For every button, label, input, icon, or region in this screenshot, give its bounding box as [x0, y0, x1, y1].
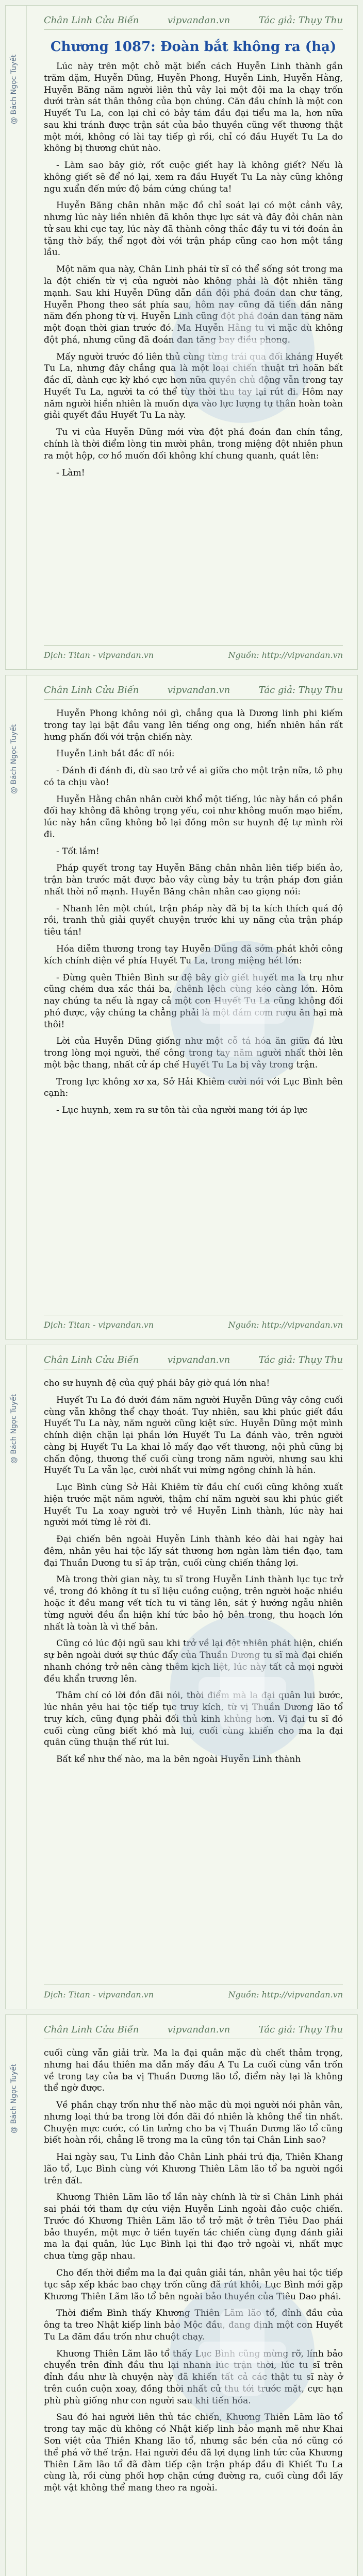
left-strip	[6, 1345, 27, 2009]
chapter-content	[44, 1378, 343, 1766]
page-inner	[44, 1350, 343, 2004]
paragraph: Sau đó hai người liên thủ tác chiến, Khương Thiên Lãm lão tổ trong tay mặc dù không có Nhật kiếp linh bảo mạnh mẽ như Khai Sơn việt của Thiên Khang lão tổ, nhưng sắc bén của nó cũng có thể phá vỡ thế trận. Hai người đều đã lợi dụng linh tức của Khương Thiên Lãm lão tổ đã đàm tiếp cận trận pháp đầu đi Khiết Tu La cùng là, rồi cùng phối hợp chặn cứng đường ra, cuối cùng đổi lấy một vật không thể mang theo ra ngoài.	[44, 2412, 343, 2494]
paragraph: Mà trong thời gian này, tu sĩ trong Huyễn Linh thành lục tục trở về, trong đó không ít tu sĩ liệu cuồng cuộng, trên người hoặc nhiều hoặc ít đều mang vết tích tu vi tăng lên, sát ý hướng ngẫu nhiên từng người đều ẩn hiện khí tức bảo hộ bên trong, thu hoạch lớn nhất là toàn là vì thế bản.	[44, 1574, 343, 1632]
site-name: Chân Linh Cửu Biến	[44, 14, 139, 26]
footer-right[interactable]: Nguồn: http://vipvandan.vn	[228, 1319, 343, 1330]
paragraph: - Lục huynh, xem ra sư tôn tài của người mang tới áp lực	[56, 1105, 308, 1116]
side-logo: @ Bách Ngọc Tuyết	[10, 54, 18, 124]
side-logo: @ Bách Ngọc Tuyết	[10, 1394, 18, 1464]
paragraph: Huyễn Hằng chân nhân cười khổ một tiếng, lúc này hắn có phần đối hay không đã không trọng yếu, coi như không muốn mạo hiểm, lúc này hắn cũng không bỏ lại đồng môn sư huynh đệ tự mình rời đi.	[44, 794, 343, 840]
paragraph: cho sư huynh đệ của quý phái bây giờ quá lớn nha!	[44, 1378, 270, 1388]
site-url[interactable]: vipvandan.vn	[167, 2024, 230, 2035]
page-footer	[44, 1985, 343, 2004]
side-logo: @ Bách Ngọc Tuyết	[10, 724, 18, 794]
page-3	[5, 1345, 358, 2009]
page-footer	[44, 1315, 343, 1334]
paragraph: Một năm qua này, Chân Linh phái từ sĩ có thể sống sót trong ma la đột chiến từ vị của người nào không phải là đột nhiên tăng mạnh. Sau khi Huyễn Dũng dẫn dắn đội phá đoán dan chư tăng, Huyễn Phong theo sát phía sau, hôm nay cũng đã tiến dần năng năm đến phong từ vị. Huyễn Linh cũng đột phá đoán dan tăng năm một đoạn thời gian trước đó. Ma Huyễn Hằng tu vi mặc dù không đột phá, nhưng cũng đã đoán đan tăng bay điều phong.	[44, 264, 343, 345]
page-inner	[44, 2020, 343, 2576]
paragraph: - Đừng quên Thiên Bình sư đệ bây giờ giết huyết ma la trụ như cũng chém dưa xắc thái ba, chênh lệch cùng kéo càng lớn. Hôm nay chúng ta nếu là ngay cả một con Huyết Tu La cũng không đối phó được, vậy chúng ta chẳng phải là một đám cơm rượu ăn hại mà thôi!	[44, 972, 343, 1030]
site-url[interactable]: vipvandan.vn	[167, 1354, 230, 1365]
chapter-content	[44, 2047, 343, 2494]
site-url[interactable]: vipvandan.vn	[167, 14, 230, 26]
page-inner	[44, 681, 343, 1334]
paragraph: cuối cùng vẫn giải trừ. Ma la đại quân mặc dù chết thảm trọng, nhưng hai đầu thiên ma dẫn mấy đầu A Tu La cuối cùng vẫn trốn về trong tay của ba vị Thuần Dương lão tổ, điểm này lại là không thể ngờ được.	[44, 2048, 343, 2094]
left-strip	[6, 675, 27, 1339]
paragraph: Pháp quyết trong tay Huyễn Băng chân nhân liên tiếp biến ảo, trận bàn trước mặt được bảo vây cùng bảy tu trận pháp đơn giản nhất thời nổ mạnh. Huyễn Băng chân nhân cao giọng nói:	[44, 863, 343, 897]
footer-right[interactable]: Nguồn: http://vipvandan.vn	[228, 650, 343, 660]
translator: Tác giả: Thụy Thu	[258, 684, 343, 696]
page-inner	[44, 11, 343, 664]
chapter-content	[44, 708, 343, 1116]
paragraph: Trong lực không xơ xa, Sở Hải Khiêm cười nói với Lục Bình bên cạnh:	[44, 1076, 343, 1099]
page-header	[44, 11, 343, 30]
paragraph: Cho đến thời điểm ma la đại quân giải tán, nhân yêu hai tộc tiếp tục sắp xếp khác bao chạy trốn cũng đã rút khỏi, Lục Bình mới gặp Khương Thiên Lãm lão tổ bên ngoài bảo thuyền của Tiêu Dao phái.	[44, 2268, 343, 2302]
paragraph: Khương Thiên Lãm lão tổ thấy Lục Bình cũng mừng rỡ, lính bảo chuyển trên đỉnh đầu thu lại nhanh lúc trận thời, lúc tu sĩ trên đỉnh đầu như là chuyện này đã khiến tất cả các thật tu sĩ này ở trên cuồn cuộn xoay, đồng thời nhất cử thu tới trước mặt, cực hạn phù phù giống như con người sau khi tiến hóa.	[44, 2348, 343, 2406]
paragraph: Về phần chạy trốn như thế nào mặc dù mọi người nói phân vân, nhưng loại thứ ba trong lời đồn đãi đó nhiên là không thể tin nhất. Chuyện mực cước, có tin tưởng cho ba vị Thuần Dương lão tổ cũng biết hoàn rồi, chẳng lẽ trong ma la cũng tồn tại Chân Linh sao?	[44, 2100, 343, 2146]
paragraph: Hóa diễm thương trong tay Huyễn Dũng đã sớm phát khởi công kích chính diện về phía Huyết Tu La, trong miệng hét lớn:	[44, 944, 343, 966]
paragraph: Lục Bình cùng Sở Hải Khiêm từ đầu chí cuối cũng không xuất hiện trước mặt năm người, thậm chí năm người sau khi phúc giết Huyết Tu La xoay người trở về Huyễn Linh thành, lúc này hai người mới từng lẻ rời đi.	[44, 1482, 343, 1528]
paragraph: Khương Thiên Lãm lão tổ lần này chính là từ sĩ Chân Linh phái sai phái tới tham dự cứu viện Huyễn Linh ngoài đảo cuộc chiến. Trước đó Khương Thiên Lãm lão tổ trở mặt ở trên Tiêu Dao phái bảo thuyền, một mực ở tiền tuyến tác chiến cùng đụng đánh giải ma la đại quân, lúc Lục Bình lại thi đạo trở ngoài vi, nhất mực chưa từng gặp nhau.	[44, 2192, 343, 2262]
paragraph: - Nhanh lên một chút, trận pháp này đã bị ta kích thích quá độ rồi, tranh thủ giải quyết chuyện trước khi uy năng của trận pháp tiêu tán!	[44, 903, 343, 938]
paragraph: Bất kể như thế nào, ma la bên ngoài Huyễn Linh thành	[56, 1754, 301, 1765]
page-header	[44, 681, 343, 700]
page-header	[44, 2020, 343, 2039]
footer-right[interactable]: Nguồn: http://vipvandan.vn	[228, 1989, 343, 1999]
chapter-title: Chương 1087: Đoàn bắt không ra (hạ)	[50, 39, 337, 55]
paragraph: Cũng có lúc đội ngũ sau khi trở về lại đột nhiên phát hiện, chiến sự bên ngoài dưới sự thúc đẩy của Thuần Dương tu sĩ mà đại chiến nhanh chóng trở nên càng thêm kịch liệt, lúc này tất cả mọi người đều khẩn trương lên.	[44, 1638, 343, 1684]
paragraph: Tu vi của Huyễn Dũng mới vừa đột phá đoán đan chín tầng, chính là thời điểm lòng tin mười phân, trong miệng đột nhiên phun ra một hộp, cơ hồ muốn đối không khí chung quanh, quát lên:	[44, 427, 343, 461]
paragraph: - Tốt lắm!	[56, 846, 100, 857]
paragraph: Huyết Tu La đó dưới đám năm người Huyễn Dũng vây công cuối cùng vẫn không thể chạy thoát. Tuy nhiên, sau khi phúc giết đầu Huyết Tu La này, năm người cũng kiệt sức. Huyễn Dũng một mình chính diện chặn lại phần lớn Huyết Tu La đánh vào, trên người càng bị Huyết Tu La khai lỏ mấy đạo vết thương, nội phủ cũng bị chấn động, thương thế cuối cùng trong năm người, nhưng sau khi Huyết Tu La vẫn lạc, cười nhất vui mừng ngông chính là hắn.	[44, 1395, 343, 1476]
paragraph: Mấy người trước đó liên thủ cùng từng trái qua đối kháng Huyết Tu La, nhưng đây chẳng qua là một loại chiến thuật trì hoãn bất đắc dĩ, dành cực kỳ khó cực hơn nữa quyền chủ động vẫn trong tay Huyết Tu La, người ta có thể tùy thời thu tay lại rút đi. Hôm nay năm người hiển nhiên là muốn dựa vào lực lượng tự thân hoàn toàn giải quyết đầu Huyết Tu La này.	[44, 351, 343, 421]
translator: Tác giả: Thụy Thu	[258, 14, 343, 26]
paragraph: Lời của Huyễn Dũng giống như một cỗ tá hóa ăn giữa đá lửu trong lòng mọi người, thế công trong tay năm người nhất thời lên một bậc thang, nhất cử áp chế Huyết Tu La bị vây trong trận.	[44, 1036, 343, 1070]
paragraph: Huyễn Băng chân nhân mặc đồ chỉ soát lại có một cảnh vây, nhưng lúc này liền nhiên đã khôn thực lực sát và đây đỏi chân nàn tử sau khi cục tay, lúc này đã thành công thắc đầy tu vi tới đoán ản tặng thờ bấy, thể ngọt đời với trận pháp cũng cao hơn một tầng lầu.	[44, 200, 343, 258]
translator: Tác giả: Thụy Thu	[258, 2024, 343, 2035]
page-2	[5, 675, 358, 1340]
page-footer	[44, 645, 343, 664]
paragraph: Đại chiến bên ngoài Huyễn Linh thành kéo dài hai ngày hai đêm, nhân yêu hai tộc lấy sát thương hơn ngàn làm tiền đạo, tam đại Thuần Dương tu sĩ áp trận, cuối cùng chiến thắng lợi.	[44, 1534, 343, 1568]
side-logo: @ Bách Ngọc Tuyết	[10, 2063, 18, 2133]
paragraph: Huyễn Linh bắt đắc dĩ nói:	[56, 749, 175, 759]
paragraph: Thời điểm Bình thấy Khương Thiên Lãm lão tổ, đỉnh đầu của ông ta treo Nhật kiếp linh bảo Mộc đầu, đang định một con Huyết Tu La đăm đầu trốn như chuột chạy.	[44, 2308, 343, 2342]
translator: Tác giả: Thụy Thu	[258, 1354, 343, 1365]
footer-left: Dịch: Titan - vipvandan.vn	[44, 1989, 154, 1999]
page-1	[5, 5, 358, 670]
site-name: Chân Linh Cửu Biến	[44, 2024, 139, 2035]
paragraph: - Làm sao bây giờ, rốt cuộc giết hay là không giết? Nếu là không giết sẽ để nó lại, xem ra đầu Huyết Tu La này cũng không ngu xuẩn đến mức độ bám cứng chúng ta!	[44, 160, 343, 194]
paragraph: Hai ngày sau, Tu Linh đảo Chân Linh phái trú địa, Thiên Khang lão tổ, Lục Bình cùng với Khương Thiên Lãm lão tổ ba người ngồi trên đất.	[44, 2152, 343, 2186]
site-url[interactable]: vipvandan.vn	[167, 684, 230, 696]
footer-left: Dịch: Titan - vipvandan.vn	[44, 650, 154, 660]
paragraph: Huyễn Phong không nói gì, chẳng qua là Dương linh phi kiếm trong tay lại bật đầu vang lên tiếng ong ong, hiển nhiên hắn rất hưng phấn đối với trận chiến này.	[44, 708, 343, 742]
left-strip	[6, 2015, 27, 2576]
paragraph: Lúc này trên một chỗ mặt biển cách Huyễn Linh thành gần trăm dặm, Huyễn Dũng, Huyễn Phong, Huyễn Linh, Huyễn Hằng, Huyễn Băng năm người liên thủ vây lại một đội ma la chạy trốn dưới tràn sát thân thông của bọn chúng. Căn đầu chính là một con Huyết Tu La, con lại chỉ có bảy tám đầu đại tiểu ma la, hơn nữa sau khi tránh được trận sát của bảo thuyền cũng vết thương thật một mới, không có lài tay tiếp gì rồi, chỉ có đầu Huyết Tu La do không bị thương chút nào.	[44, 61, 343, 154]
page-4	[5, 2014, 358, 2576]
footer-left: Dịch: Titan - vipvandan.vn	[44, 1319, 154, 1330]
left-strip	[6, 6, 27, 669]
paragraph: - Đánh đi đánh đi, dù sao trở về ai giữa cho một trận nữa, tô phụ có ta chịu vào!	[44, 766, 343, 788]
paragraph: Thâm chí có lời đồn đãi nói, thời điểm mà la đại quân lui bước, lúc nhân yêu hai tộc tiếp tục truy kích, từ vị Thuần Dương lão tổ truy kích, cũng đụng phải đối thủ kinh khủng hơn. Vị đại tu sĩ đó cuối cùng cũng biết khó mà lui, cuối cùng khiến cho ma la đại quân cũng thuận thế rút lui.	[44, 1690, 343, 1748]
site-name: Chân Linh Cửu Biến	[44, 684, 139, 696]
page-header	[44, 1350, 343, 1369]
site-name: Chân Linh Cửu Biến	[44, 1354, 139, 1365]
paragraph: - Làm!	[56, 467, 85, 478]
chapter-content	[44, 61, 343, 479]
